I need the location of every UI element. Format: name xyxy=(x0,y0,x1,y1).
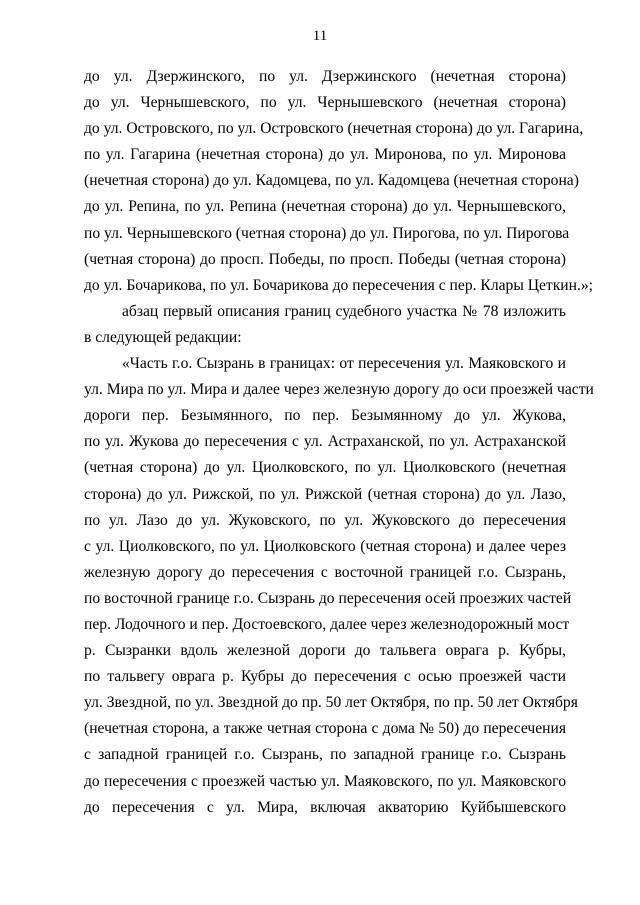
text-line: до ул. Островского, по ул. Островского (нечетная сторона) до ул. Гагарина, xyxy=(84,120,584,138)
text-line: по ул. Чернышевского (четная сторона) до ул. Пирогова, по ул. Пирогова xyxy=(84,224,570,242)
text-line: пер. Лодочного и пер. Достоевского, далее через железнодорожный мост xyxy=(84,615,570,633)
text-line: (нечетная сторона) до ул. Кадомцева, по ул. Кадомцева (нечетная сторона) xyxy=(84,172,579,190)
text-line: железную дорогу до пересечения с восточной границей г.о. Сызрань, xyxy=(84,563,566,581)
text-line: до ул. Бочарикова, по ул. Бочарикова до пересечения с пер. Клары Цеткин.»; xyxy=(84,276,593,294)
text-line: по ул. Жукова до пересечения с ул. Астраханской, по ул. Астраханской xyxy=(84,433,566,451)
text-line: р. Сызранки вдоль железной дороги до тальвега оврага р. Кубры, xyxy=(84,642,566,660)
text-line: по восточной границе г.о. Сызрань до пересечения осей проезжих частей xyxy=(84,589,572,607)
text-line: с ул. Циолковского, по ул. Циолковского (четная сторона) и далее через xyxy=(84,537,566,555)
text-line: (нечетная сторона, а также четная сторона с дома № 50) до пересечения xyxy=(84,720,566,738)
page-number: 11 xyxy=(312,28,328,44)
text-line: до пересечения с ул. Мира, включая акваторию Куйбышевского xyxy=(84,798,566,816)
document-body-text xyxy=(84,64,594,821)
text-line: до ул. Репина, по ул. Репина (нечетная сторона) до ул. Чернышевского, xyxy=(84,198,566,216)
text-line: (четная сторона) до ул. Циолковского, по ул. Циолковского (нечетная xyxy=(84,459,566,477)
text-line: с западной границей г.о. Сызрань, по западной границе г.о. Сызрань xyxy=(84,746,566,764)
text-line: до ул. Дзержинского, по ул. Дзержинского (нечетная сторона) xyxy=(84,68,566,85)
text-line: абзац первый описания границ судебного участка № 78 изложить xyxy=(122,302,566,320)
text-line: до пересечения с проезжей частью ул. Маяковского, по ул. Маяковского xyxy=(84,772,566,790)
text-line: в следующей редакции: xyxy=(84,328,242,346)
text-line: сторона) до ул. Рижской, по ул. Рижской (четная сторона) до ул. Лазо, xyxy=(84,485,566,503)
text-line: по ул. Гагарина (нечетная сторона) до ул. Миронова, по ул. Миронова xyxy=(84,146,566,164)
text-line: до ул. Чернышевского, по ул. Чернышевского (нечетная сторона) xyxy=(84,94,566,112)
text-line: по ул. Лазо до ул. Жуковского, по ул. Жуковского до пересечения xyxy=(84,511,566,529)
text-line: по тальвегу оврага р. Кубры до пересечения с осью проезжей части xyxy=(84,668,566,686)
text-line: «Часть г.о. Сызрань в границах: от пересечения ул. Маяковского и xyxy=(122,355,566,373)
text-line: (четная сторона) до просп. Победы, по просп. Победы (четная сторона) xyxy=(84,250,566,268)
text-line: ул. Мира по ул. Мира и далее через железную дорогу до оси проезжей части xyxy=(84,381,594,399)
text-line: ул. Звездной, по ул. Звездной до пр. 50 лет Октября, по пр. 50 лет Октября xyxy=(84,694,578,712)
text-line: дороги пер. Безымянного, по пер. Безымянному до ул. Жукова, xyxy=(84,407,566,425)
